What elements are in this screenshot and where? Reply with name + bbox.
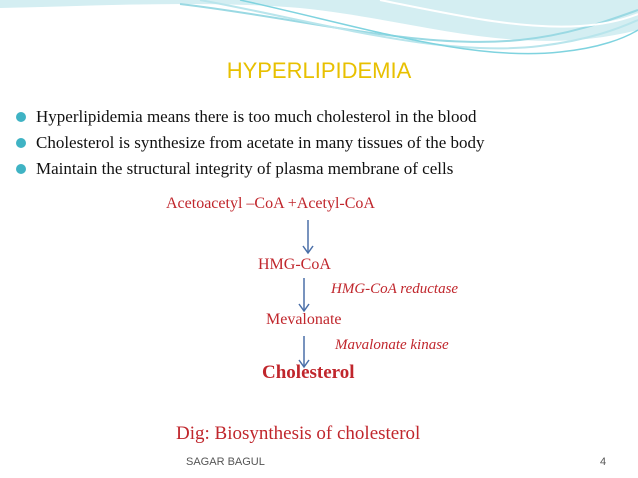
bullet-text: Cholesterol is synthesize from acetate in many tissues of the body xyxy=(36,133,485,152)
down-arrow-icon xyxy=(296,278,312,314)
bullet-text: Hyperlipidemia means there is too much cholesterol in the blood xyxy=(36,107,477,126)
bullet-item xyxy=(10,156,485,182)
bullet-item xyxy=(10,104,485,130)
pathway-step-mevalonate: Mevalonate xyxy=(266,311,342,328)
pathway-product: Cholesterol xyxy=(262,362,355,383)
down-arrow-icon xyxy=(300,220,316,256)
figure-caption: Dig: Biosynthesis of cholesterol xyxy=(176,423,421,444)
footer-author: SAGAR BAGUL xyxy=(186,456,265,468)
bullet-text: Maintain the structural integrity of plasma membrane of cells xyxy=(36,159,454,178)
bullet-dot-icon xyxy=(16,138,26,148)
bullet-dot-icon xyxy=(16,164,26,174)
enzyme-label: HMG-CoA reductase xyxy=(331,281,459,297)
enzyme-label: Mavalonate kinase xyxy=(335,337,449,353)
page-number: 4 xyxy=(600,456,607,468)
pathway-step-hmg-coa: HMG-CoA xyxy=(258,256,331,273)
bullet-list xyxy=(10,104,485,182)
bullet-item xyxy=(10,130,485,156)
pathway-start: Acetoacetyl –CoA +Acetyl-CoA xyxy=(166,195,375,212)
slide-title: HYPERLIPIDEMIA xyxy=(226,58,412,83)
bullet-dot-icon xyxy=(16,112,26,122)
